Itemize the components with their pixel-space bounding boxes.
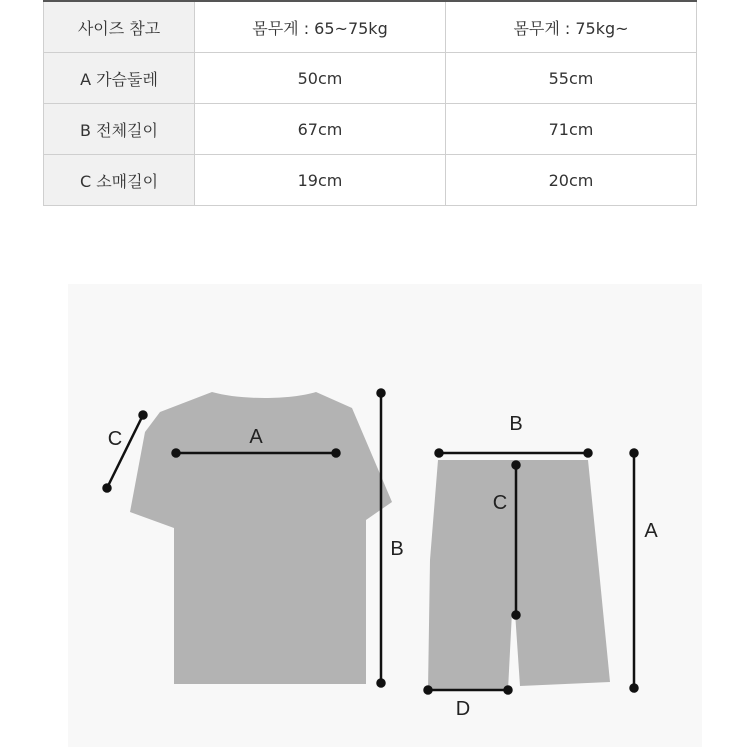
header-col2: 몸무게 : 75kg~ (446, 1, 697, 53)
dimension-dot (333, 450, 340, 457)
header-col1: 몸무게 : 65~75kg (195, 1, 446, 53)
dimension-dot (631, 685, 638, 692)
dimension-dot (631, 450, 638, 457)
shorts-hem-label: D (455, 698, 471, 720)
row-value: 55cm (446, 53, 697, 104)
shorts-shape (428, 460, 610, 690)
row-value: 71cm (446, 104, 697, 155)
shorts-length-label: A (644, 520, 658, 542)
dimension-dot (436, 450, 443, 457)
header-label: 사이즈 참고 (44, 1, 195, 53)
dimension-dot (513, 612, 520, 619)
shirt-length-label: B (390, 538, 404, 560)
dimension-dot (513, 462, 520, 469)
dimension-dot (505, 687, 512, 694)
dimension-dot (378, 680, 385, 687)
row-label: A 가슴둘레 (44, 53, 195, 104)
shorts-rise-label: C (492, 492, 508, 514)
row-value: 19cm (195, 155, 446, 206)
shirt-chest-label: A (249, 426, 263, 448)
row-value: 50cm (195, 53, 446, 104)
dimension-dot (378, 390, 385, 397)
row-value: 20cm (446, 155, 697, 206)
dimension-dot (104, 485, 111, 492)
row-label: B 전체길이 (44, 104, 195, 155)
shorts-waist-label: B (509, 413, 523, 435)
dimension-dot (140, 412, 147, 419)
dimension-dot (585, 450, 592, 457)
dimension-dot (425, 687, 432, 694)
shirt-sleeve-label: C (107, 428, 123, 450)
row-value: 67cm (195, 104, 446, 155)
row-label: C 소매길이 (44, 155, 195, 206)
dimension-dot (173, 450, 180, 457)
